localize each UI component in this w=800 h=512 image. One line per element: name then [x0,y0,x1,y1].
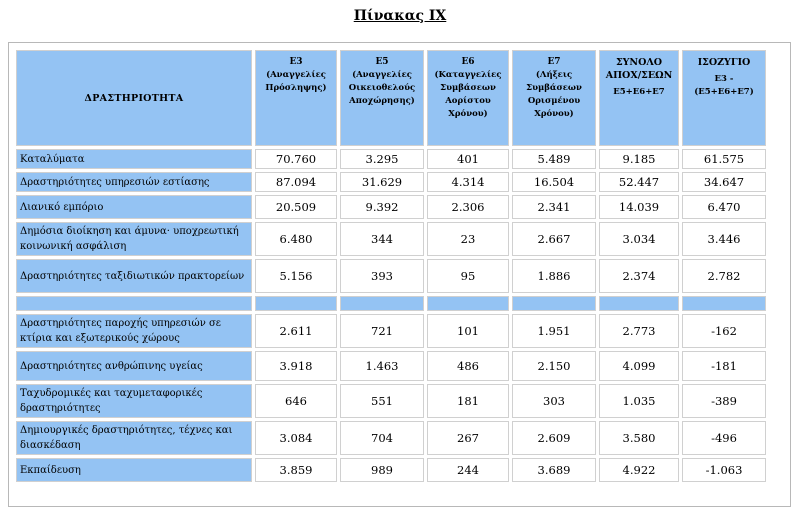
separator-row [16,296,766,311]
table-row [16,259,766,293]
header-row [16,50,766,146]
value-cell: 3.446 [682,222,766,256]
row-label: Λιανικό εμπόριο [16,195,252,219]
value-cell: 3.580 [599,421,679,455]
value-cell: -162 [682,314,766,348]
column-header-activity: ΔΡΑΣΤΗΡΙΟΤΗΤΑ [16,50,252,146]
separator-cell [16,296,252,311]
value-cell: 9.185 [599,149,679,169]
separator-cell [682,296,766,311]
value-cell: 2.609 [512,421,596,455]
value-cell: 20.509 [255,195,337,219]
value-cell: 34.647 [682,172,766,192]
value-cell: 23 [427,222,509,256]
table-row [16,314,766,348]
value-cell: 989 [340,458,424,482]
value-cell: 3.295 [340,149,424,169]
value-cell: 3.859 [255,458,337,482]
value-cell: 244 [427,458,509,482]
column-code: E6 [461,57,475,67]
value-cell: 16.504 [512,172,596,192]
row-label: Δημόσια διοίκηση και άμυνα· υποχρεωτική κοινωνική ασφάλιση [16,222,252,256]
value-cell: 70.760 [255,149,337,169]
value-cell: 646 [255,384,337,418]
column-header-e3 [255,50,337,146]
row-label: Δραστηριότητες ανθρώπινης υγείας [16,351,252,381]
column-header-e7 [512,50,596,146]
row-label: Εκπαίδευση [16,458,252,482]
column-header-e5 [340,50,424,146]
table-row [16,384,766,418]
value-cell: 2.782 [682,259,766,293]
column-code: E5 [375,57,389,67]
value-cell: 181 [427,384,509,418]
row-label: Ταχυδρομικές και ταχυμεταφορικές δραστηριότητες [16,384,252,418]
table-row [16,351,766,381]
value-cell: 2.611 [255,314,337,348]
value-cell: -496 [682,421,766,455]
value-cell: 303 [512,384,596,418]
value-cell: 344 [340,222,424,256]
value-cell: 6.480 [255,222,337,256]
value-cell: -389 [682,384,766,418]
value-cell: 2.773 [599,314,679,348]
row-label: Δραστηριότητες υπηρεσιών εστίασης [16,172,252,192]
value-cell: 52.447 [599,172,679,192]
value-cell: 3.034 [599,222,679,256]
table-row [16,222,766,256]
value-cell: 5.489 [512,149,596,169]
value-cell: 721 [340,314,424,348]
column-code: E3 [289,57,303,67]
value-cell: 3.689 [512,458,596,482]
value-cell: 2.667 [512,222,596,256]
value-cell: 486 [427,351,509,381]
value-cell: 401 [427,149,509,169]
column-code: ΣΥΝΟΛΟ ΑΠΟΧ/ΣΕΩΝ [605,57,673,81]
value-cell: 87.094 [255,172,337,192]
separator-cell [255,296,337,311]
column-description: E5+E6+E7 [613,87,665,97]
value-cell: 4.922 [599,458,679,482]
value-cell: 5.156 [255,259,337,293]
value-cell: 31.629 [340,172,424,192]
value-cell: 1.463 [340,351,424,381]
value-cell: -181 [682,351,766,381]
value-cell: 4.314 [427,172,509,192]
table-row [16,421,766,455]
row-label: Δραστηριότητες παροχής υπηρεσιών σε κτίρια και εξωτερικούς χώρους [16,314,252,348]
column-description: E3 - (E5+E6+E7) [694,74,754,97]
data-table [13,47,769,485]
separator-cell [427,296,509,311]
table-row [16,458,766,482]
column-code: E7 [547,57,561,67]
value-cell: -1.063 [682,458,766,482]
value-cell: 1.035 [599,384,679,418]
separator-cell [599,296,679,311]
value-cell: 101 [427,314,509,348]
row-label: Δημιουργικές δραστηριότητες, τέχνες και διασκέδαση [16,421,252,455]
separator-cell [340,296,424,311]
column-header-total [599,50,679,146]
value-cell: 2.150 [512,351,596,381]
table-row [16,172,766,192]
column-description: (Αναγγελίες Πρόσληψης) [265,70,327,93]
value-cell: 267 [427,421,509,455]
value-cell: 2.341 [512,195,596,219]
table-row [16,149,766,169]
column-description: (Αναγγελίες Οικειοθελούς Αποχώρησης) [348,70,416,106]
row-label: Δραστηριότητες ταξιδιωτικών πρακτορείων [16,259,252,293]
column-code: ΙΣΟΖΥΓΙΟ [697,57,751,68]
column-description: (Λήξεις Συμβάσεων Ορισμένου Χρόνου) [526,70,582,119]
value-cell: 3.918 [255,351,337,381]
column-description: (Καταγγελίες Συμβάσεων Αορίστου Χρόνου) [434,70,502,119]
table-title: Πίνακας ΙΧ [353,8,447,24]
value-cell: 393 [340,259,424,293]
value-cell: 61.575 [682,149,766,169]
value-cell: 2.306 [427,195,509,219]
column-header-balance [682,50,766,146]
row-label: Καταλύματα [16,149,252,169]
column-header-e6 [427,50,509,146]
value-cell: 14.039 [599,195,679,219]
value-cell: 704 [340,421,424,455]
table-row [16,195,766,219]
value-cell: 1.951 [512,314,596,348]
value-cell: 1.886 [512,259,596,293]
value-cell: 95 [427,259,509,293]
value-cell: 9.392 [340,195,424,219]
value-cell: 3.084 [255,421,337,455]
value-cell: 4.099 [599,351,679,381]
value-cell: 2.374 [599,259,679,293]
value-cell: 6.470 [682,195,766,219]
separator-cell [512,296,596,311]
value-cell: 551 [340,384,424,418]
